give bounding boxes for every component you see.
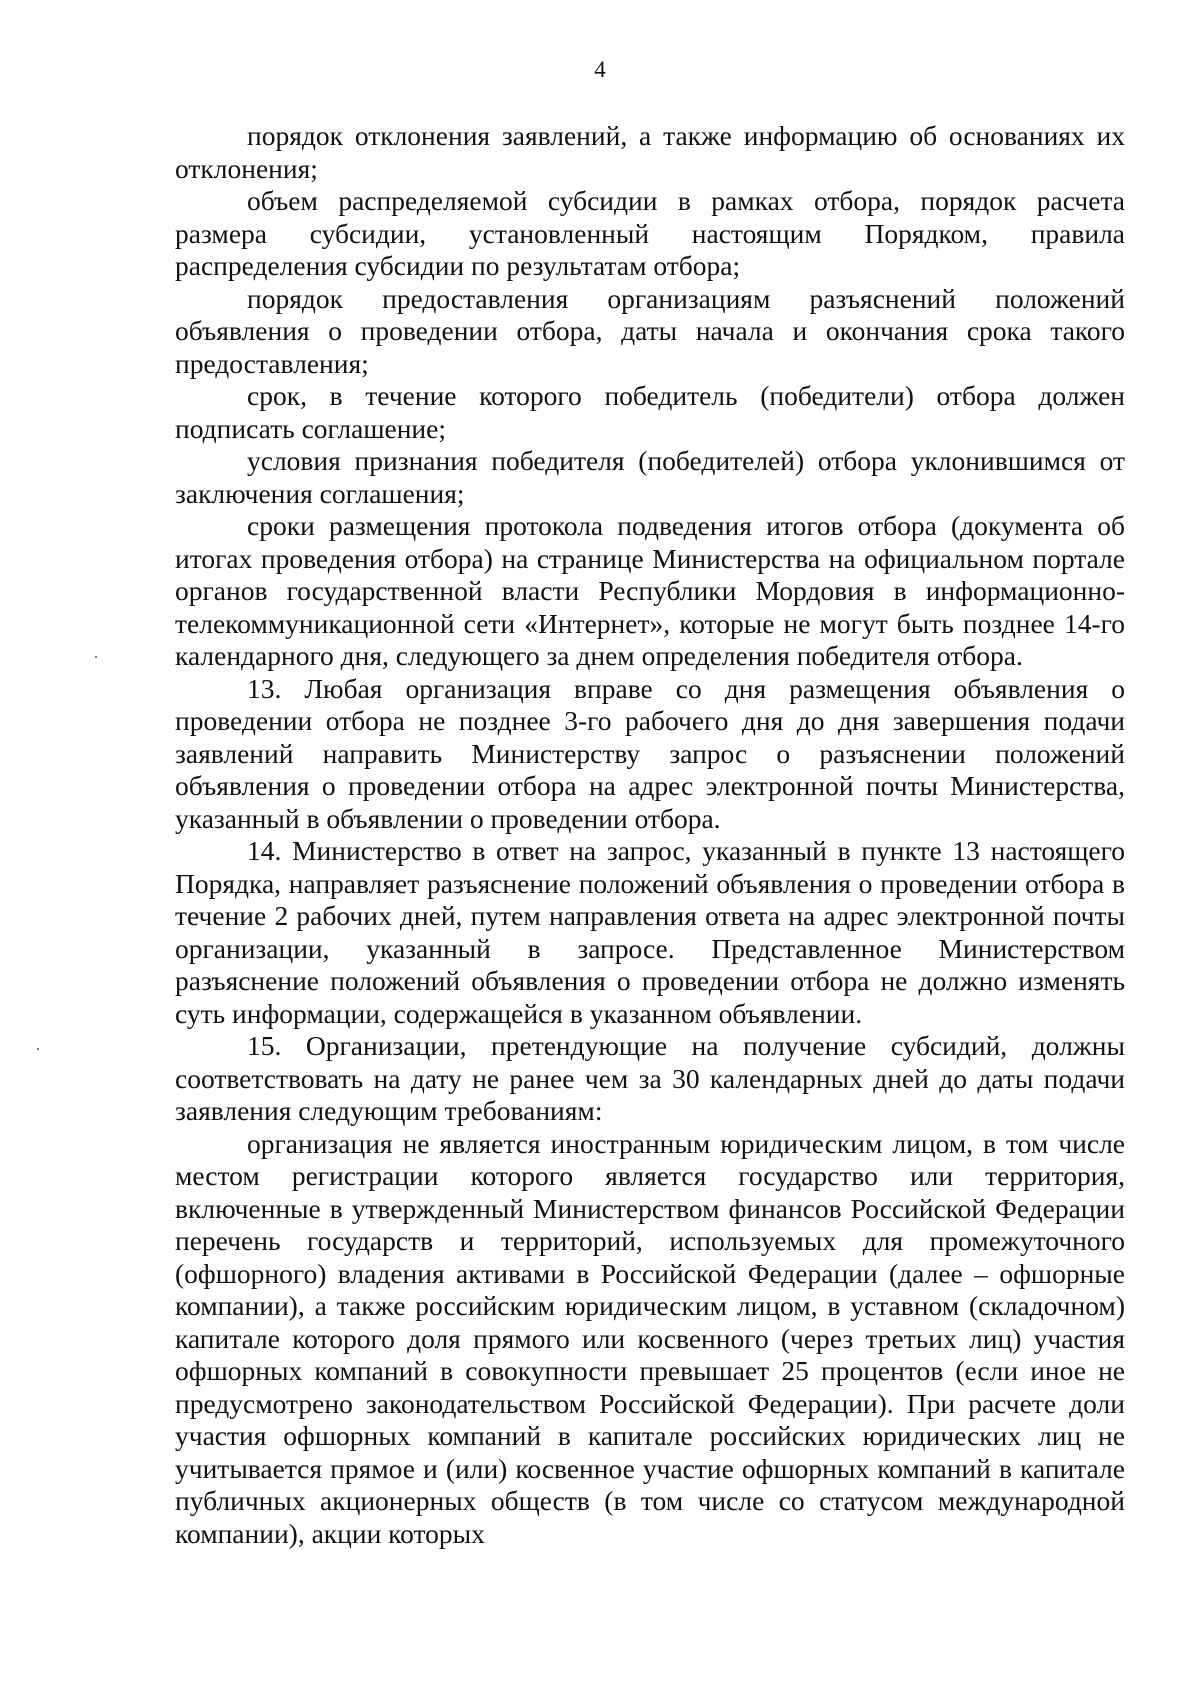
paragraph-item-14: 14. Министерство в ответ на запрос, указанный в пункте 13 настоящего Порядка, направляет разъяснение положений объявления о проведении отбора в течение 2 рабочих дней, путем направления ответа на адрес электронной почты организации, указанный в запросе. Представленное Министерством разъяснение положений объявления о проведении отбора не должно изменять суть информации, содержащейся в указанном объявлении. bbox=[175, 835, 1125, 1029]
scan-speck bbox=[95, 656, 97, 658]
paragraph-clarification-procedure: порядок предоставления организациям разъяснений положений объявления о проведении отбора, даты начала и окончания срока такого предоставления; bbox=[175, 282, 1125, 379]
paragraph-evasion-conditions: условия признания победителя (победителей) отбора уклонившимся от заключения соглашения; bbox=[175, 445, 1125, 509]
paragraph-subsidy-volume: объем распределяемой субсидии в рамках отбора, порядок расчета размера субсидии, установленный настоящим Порядком, правила распределения субсидии по результатам отбора; bbox=[175, 185, 1125, 281]
paragraph-item-15: 15. Организации, претендующие на получение субсидий, должны соответствовать на дату не ранее чем за 30 календарных дней до даты подачи заявления следующим требованиям: bbox=[175, 1030, 1125, 1126]
paragraph-item-13: 13. Любая организация вправе со дня размещения объявления о проведении отбора не позднее 3-го рабочего дня до дня завершения подачи заявлений направить Министерству запрос о разъяснении положений объявления о проведении отбора на адрес электронной почты Министерства, указанный в объявлении о проведении отбора. bbox=[175, 672, 1125, 834]
paragraph-offshore-requirement: организация не является иностранным юридическим лицом, в том числе местом регистрации которого является государство или территория, включенные в утвержденный Министерством финансов Российской Федерации перечень государств и территорий, используемых для промежуточного (офшорного) владения активами в Российской Федерации (далее – офшорные компании), а также российским юридическим лицом, в уставном (складочном) капитале которого доля прямого или косвенного (через третьих лиц) участия офшорных компаний в совокупности превышает 25 процентов (если иное не предусмотрено законодательством Российской Федерации). При расчете доли участия офшорных компаний в капитале российских юридических лиц не учитывается прямое и (или) косвенное участие офшорных компаний в капитале публичных акционерных обществ (в том числе со статусом международной компании), акции которых bbox=[175, 1127, 1125, 1549]
page-number: 4 bbox=[594, 57, 606, 82]
scan-speck bbox=[37, 1048, 39, 1050]
document-body bbox=[175, 120, 1125, 1550]
paragraph-protocol-placement: сроки размещения протокола подведения итогов отбора (документа об итогах проведения отбора) на странице Министерства на официальном портале органов государственной власти Республики Мордовия в информационно-телекоммуникационной сети «Интернет», которые не могут быть позднее 14-го календарного дня, следующего за днем определения победителя отбора. bbox=[175, 510, 1125, 671]
paragraph-agreement-term: срок, в течение которого победитель (победители) отбора должен подписать соглашение; bbox=[175, 380, 1125, 444]
paragraph-rejection-procedure: порядок отклонения заявлений, а также информацию об основаниях их отклонения; bbox=[175, 120, 1125, 184]
